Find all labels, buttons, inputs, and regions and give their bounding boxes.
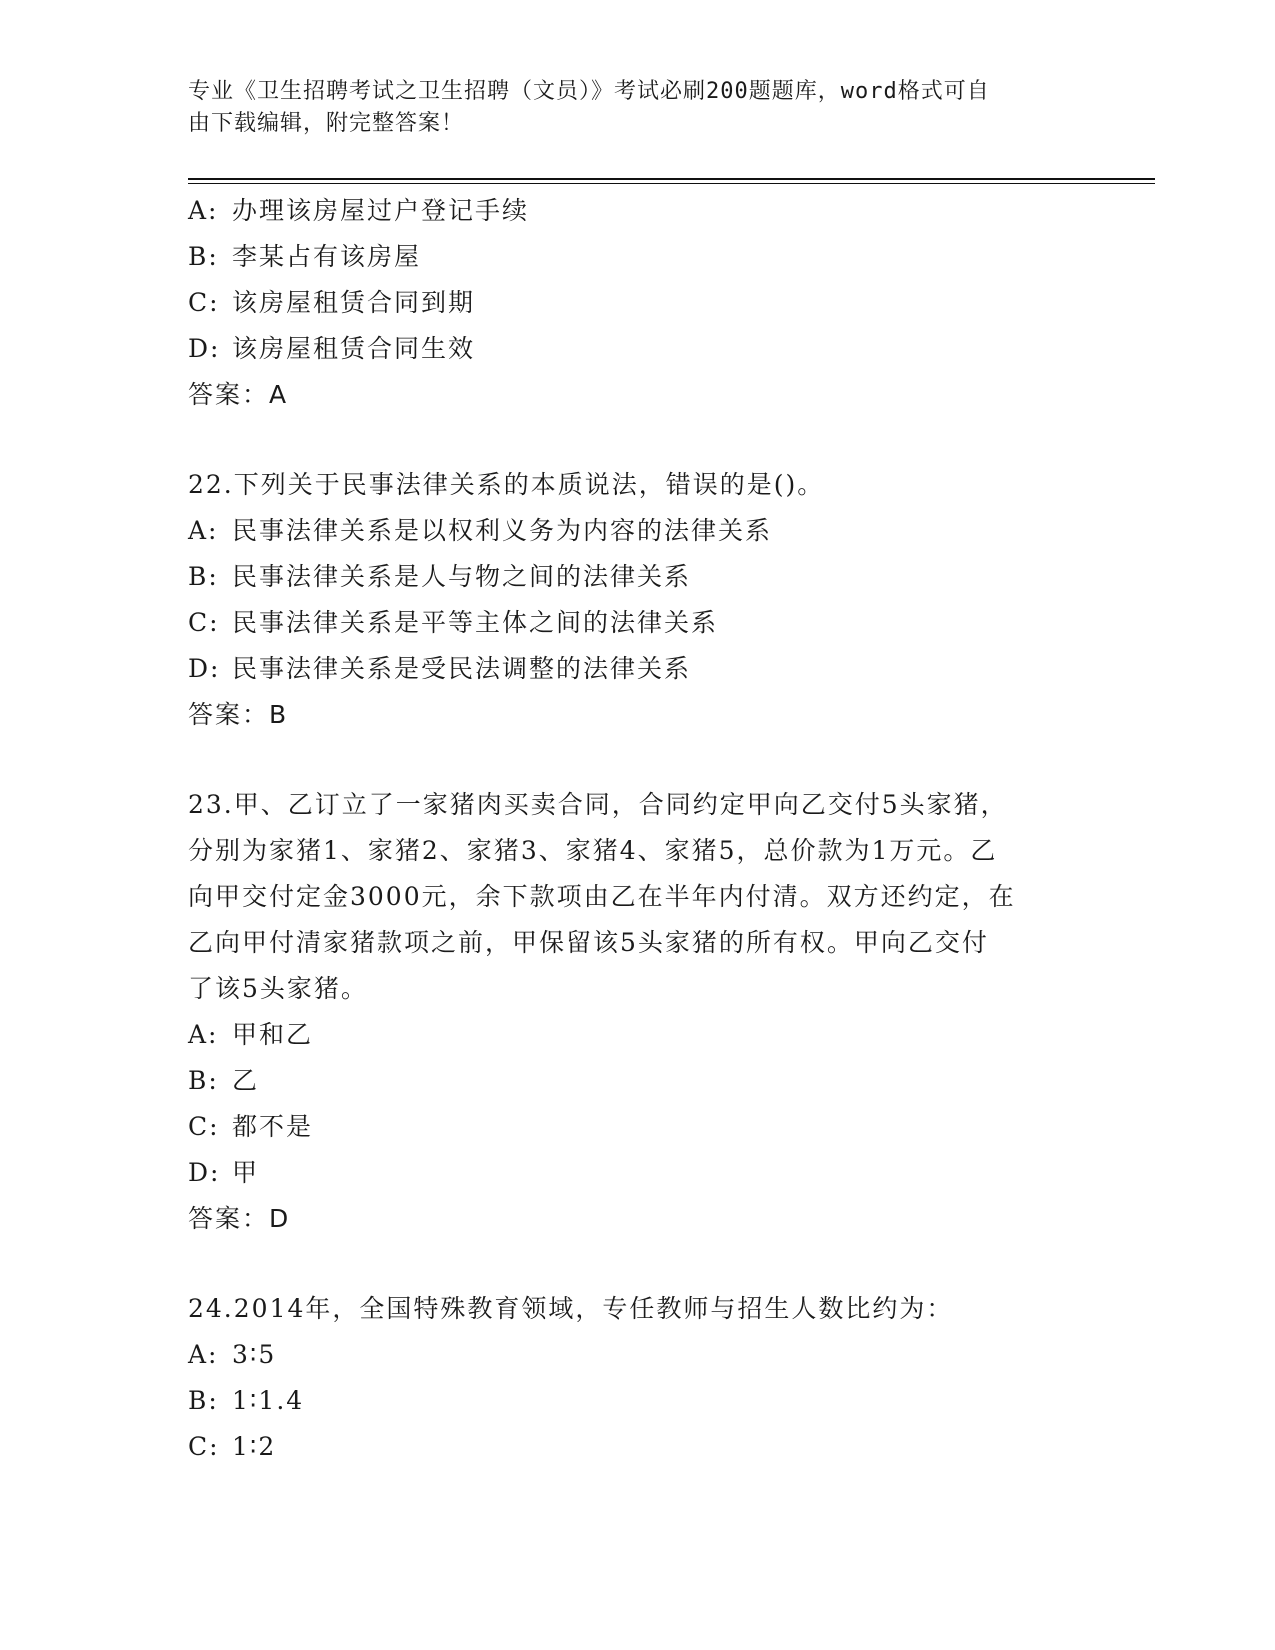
option-d [188, 1150, 1088, 1196]
option-letter: A: [188, 1020, 219, 1049]
option-text: 办理该房屋过户登记手续 [232, 196, 530, 225]
option-d [188, 326, 1088, 372]
header-rule-thick [188, 178, 1155, 180]
question-stem: 24.2014年，全国特殊教育领域，专任教师与招生人数比约为： [188, 1294, 954, 1323]
question-list [188, 188, 1088, 1470]
question-stem-line: 向甲交付定金3000元，余下款项由乙在半年内付清。双方还约定，在 [188, 882, 1016, 911]
option-text: 甲和乙 [232, 1020, 314, 1049]
document-header [188, 76, 1068, 140]
question-stem-line: 了该5头家猪。 [188, 974, 368, 1003]
option-a [188, 1332, 1088, 1378]
question-stem-line: 乙向甲付清家猪款项之前，甲保留该5头家猪的所有权。甲向乙交付 [188, 928, 989, 957]
option-c [188, 1424, 1088, 1470]
option-b [188, 234, 1088, 280]
option-text: 民事法律关系是以权利义务为内容的法律关系 [232, 516, 773, 545]
question-block-22 [188, 462, 1088, 738]
answer-line: 答案：D [188, 1204, 291, 1233]
option-text: 都不是 [232, 1112, 314, 1141]
header-line-1: 专业《卫生招聘考试之卫生招聘（文员）》考试必刷200题题库，word格式可自 [188, 79, 990, 104]
option-letter: A: [188, 1340, 219, 1369]
option-c [188, 600, 1088, 646]
option-b [188, 1058, 1088, 1104]
option-letter: C: [188, 1432, 220, 1461]
option-text: 1∶2 [232, 1432, 277, 1461]
option-a [188, 1012, 1088, 1058]
header-line-2: 由下载编辑，附完整答案！ [188, 111, 465, 136]
question-stem-line: 分别为家猪1、家猪2、家猪3、家猪4、家猪5，总价款为1万元。乙 [188, 836, 998, 865]
option-text: 李某占有该房屋 [232, 242, 422, 271]
answer-line: 答案：B [188, 700, 289, 729]
answer-line: 答案：A [188, 380, 289, 409]
option-letter: B: [188, 562, 219, 591]
option-letter: B: [188, 242, 219, 271]
question-block-23 [188, 782, 1088, 1242]
question-stem: 22.下列关于民事法律关系的本质说法，错误的是()。 [188, 470, 825, 499]
option-text: 民事法律关系是人与物之间的法律关系 [232, 562, 692, 591]
option-letter: A: [188, 516, 219, 545]
option-text: 民事法律关系是受民法调整的法律关系 [232, 654, 692, 683]
header-rule-thin [188, 183, 1155, 184]
option-letter: C: [188, 288, 220, 317]
option-c [188, 280, 1088, 326]
option-a [188, 508, 1088, 554]
option-letter: C: [188, 608, 220, 637]
question-stem-line: 23.甲、乙订立了一家猪肉买卖合同，合同约定甲向乙交付5头家猪， [188, 790, 1008, 819]
option-a [188, 188, 1088, 234]
option-d [188, 646, 1088, 692]
option-b [188, 1378, 1088, 1424]
option-letter: B: [188, 1386, 219, 1415]
option-letter: C: [188, 1112, 220, 1141]
option-b [188, 554, 1088, 600]
option-letter: A: [188, 196, 219, 225]
question-block-21 [188, 188, 1088, 418]
option-letter: D: [188, 654, 221, 683]
option-c [188, 1104, 1088, 1150]
option-text: 3∶5 [232, 1340, 277, 1369]
option-text: 1∶1.4 [232, 1386, 305, 1415]
question-block-24 [188, 1286, 1088, 1470]
option-text: 甲 [232, 1158, 260, 1187]
option-text: 该房屋租赁合同到期 [232, 288, 476, 317]
option-letter: D: [188, 334, 221, 363]
option-text: 该房屋租赁合同生效 [232, 334, 476, 363]
option-text: 乙 [232, 1066, 260, 1095]
option-letter: D: [188, 1158, 221, 1187]
option-letter: B: [188, 1066, 219, 1095]
option-text: 民事法律关系是平等主体之间的法律关系 [232, 608, 719, 637]
